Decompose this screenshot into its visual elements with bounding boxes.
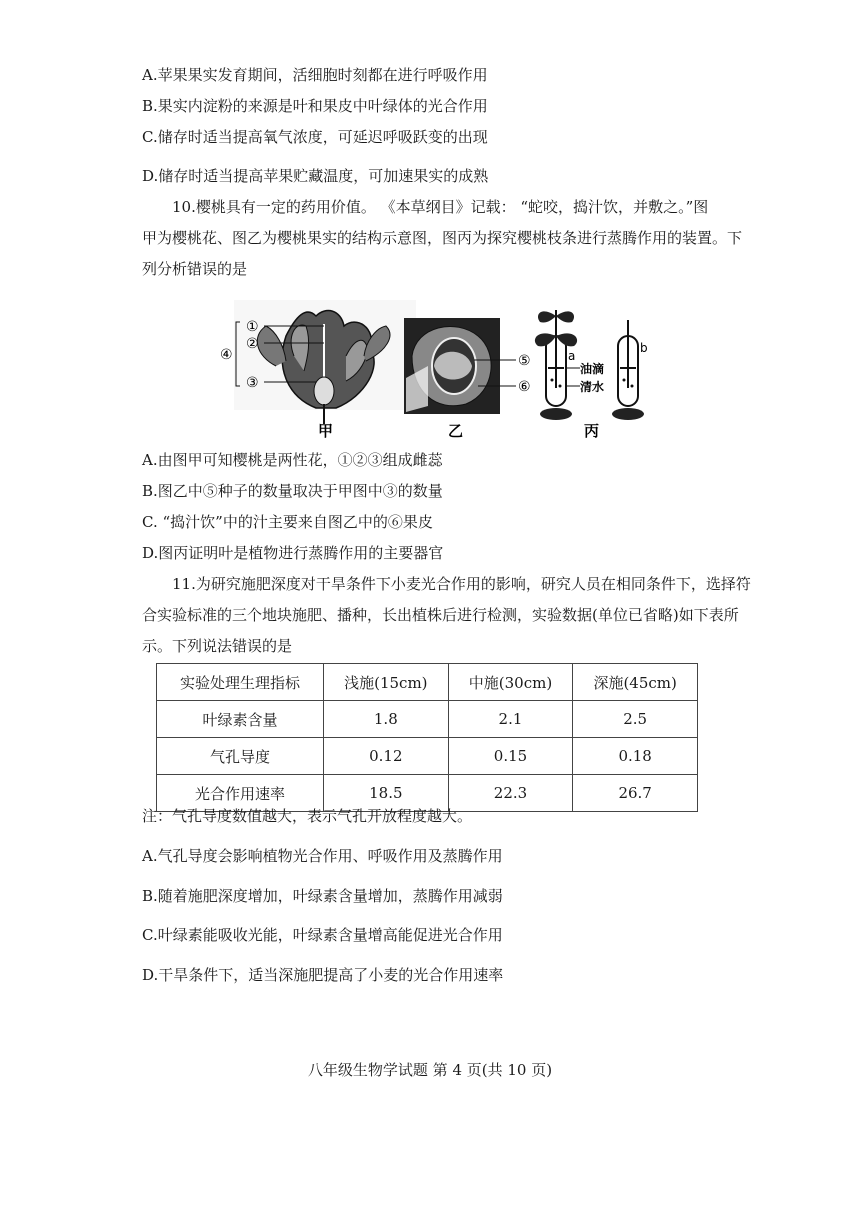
q11-stem-line3: 示。下列说法错误的是 <box>142 637 293 655</box>
tube-b-label: b <box>640 341 648 355</box>
q9-option-b: B.果实内淀粉的来源是叶和果皮中叶绿体的光合作用 <box>142 97 488 115</box>
table-cell: 22.3 <box>448 775 573 812</box>
table-cell: 叶绿素含量 <box>157 701 324 738</box>
q9-option-c: C.储存时适当提高氧气浓度，可延迟呼吸跃变的出现 <box>142 128 488 146</box>
table-cell: 2.1 <box>448 701 573 738</box>
table-cell: 0.12 <box>324 738 449 775</box>
fruit-diagram <box>404 318 516 414</box>
q11-option-a: A.气孔导度会影响植物光合作用、呼吸作用及蒸腾作用 <box>142 847 503 865</box>
q10-stem-line1: 10.樱桃具有一定的药用价值。 《本草纲目》记载： “蛇咬，捣汁饮，并敷之。”图 <box>172 198 709 216</box>
table-row <box>157 738 698 775</box>
tube-a-label: a <box>568 349 576 363</box>
q11-option-b: B.随着施肥深度增加，叶绿素含量增加，蒸腾作用减弱 <box>142 887 503 905</box>
table-header-cell: 中施(30cm) <box>448 664 573 701</box>
table-header-cell: 深施(45cm) <box>573 664 698 701</box>
q11-stem-line2: 合实验标准的三个地块施肥、播种，长出植株后进行检测，实验数据(单位已省略)如下表所 <box>142 606 739 624</box>
label-bing: 丙 <box>584 422 600 440</box>
flower-diagram <box>234 300 416 424</box>
table-cell: 1.8 <box>324 701 449 738</box>
table-cell: 2.5 <box>573 701 698 738</box>
marker-3: ③ <box>246 375 259 391</box>
table-cell: 18.5 <box>324 775 449 812</box>
marker-1: ① <box>246 319 259 335</box>
q10-stem-line2: 甲为樱桃花、图乙为樱桃果实的结构示意图，图丙为探究樱桃枝条进行蒸腾作用的装置。下 <box>142 229 743 247</box>
marker-5: ⑤ <box>518 353 531 369</box>
table-cell: 26.7 <box>573 775 698 812</box>
q11-stem-line1: 11.为研究施肥深度对干旱条件下小麦光合作用的影响，研究人员在相同条件下，选择符 <box>172 575 751 593</box>
label-jia: 甲 <box>318 422 334 440</box>
table-row <box>157 701 698 738</box>
table-header-cell: 浅施(15cm) <box>324 664 449 701</box>
marker-6: ⑥ <box>518 379 531 395</box>
q10-option-d: D.图丙证明叶是植物进行蒸腾作用的主要器官 <box>142 544 444 562</box>
table-header-cell: 实验处理生理指标 <box>157 664 324 701</box>
marker-2: ② <box>246 336 259 352</box>
table-cell: 光合作用速率 <box>157 775 324 812</box>
q11-data-table <box>156 663 698 812</box>
q11-note: 注：气孔导度数值越大，表示气孔开放程度越大。 <box>142 807 473 825</box>
q9-option-a: A.苹果果实发育期间，活细胞时刻都在进行呼吸作用 <box>142 66 488 84</box>
table-cell: 气孔导度 <box>157 738 324 775</box>
q10-option-b: B.图乙中⑤种子的数量取决于甲图中③的数量 <box>142 482 443 500</box>
table-header-row <box>157 664 698 701</box>
q10-option-c: C. “捣汁饮”中的汁主要来自图乙中的⑥果皮 <box>142 513 433 531</box>
page-footer: 八年级生物学试题 第 4 页(共 10 页) <box>307 1061 553 1079</box>
q9-option-d: D.储存时适当提高苹果贮藏温度，可加速果实的成熟 <box>142 167 489 185</box>
q10-option-a: A.由图甲可知樱桃是两性花，①②③组成雌蕊 <box>142 451 443 469</box>
marker-4: ④ <box>220 347 233 363</box>
q10-figure <box>216 296 646 440</box>
oil-label: 油滴 <box>580 362 605 376</box>
table-cell: 0.15 <box>448 738 573 775</box>
table-cell: 0.18 <box>573 738 698 775</box>
q10-stem-line3: 列分析错误的是 <box>142 260 248 278</box>
q11-option-d: D.干旱条件下，适当深施肥提高了小麦的光合作用速率 <box>142 966 504 984</box>
label-yi: 乙 <box>448 422 464 440</box>
water-label: 清水 <box>580 380 605 394</box>
q11-option-c: C.叶绿素能吸收光能，叶绿素含量增高能促进光合作用 <box>142 926 503 944</box>
